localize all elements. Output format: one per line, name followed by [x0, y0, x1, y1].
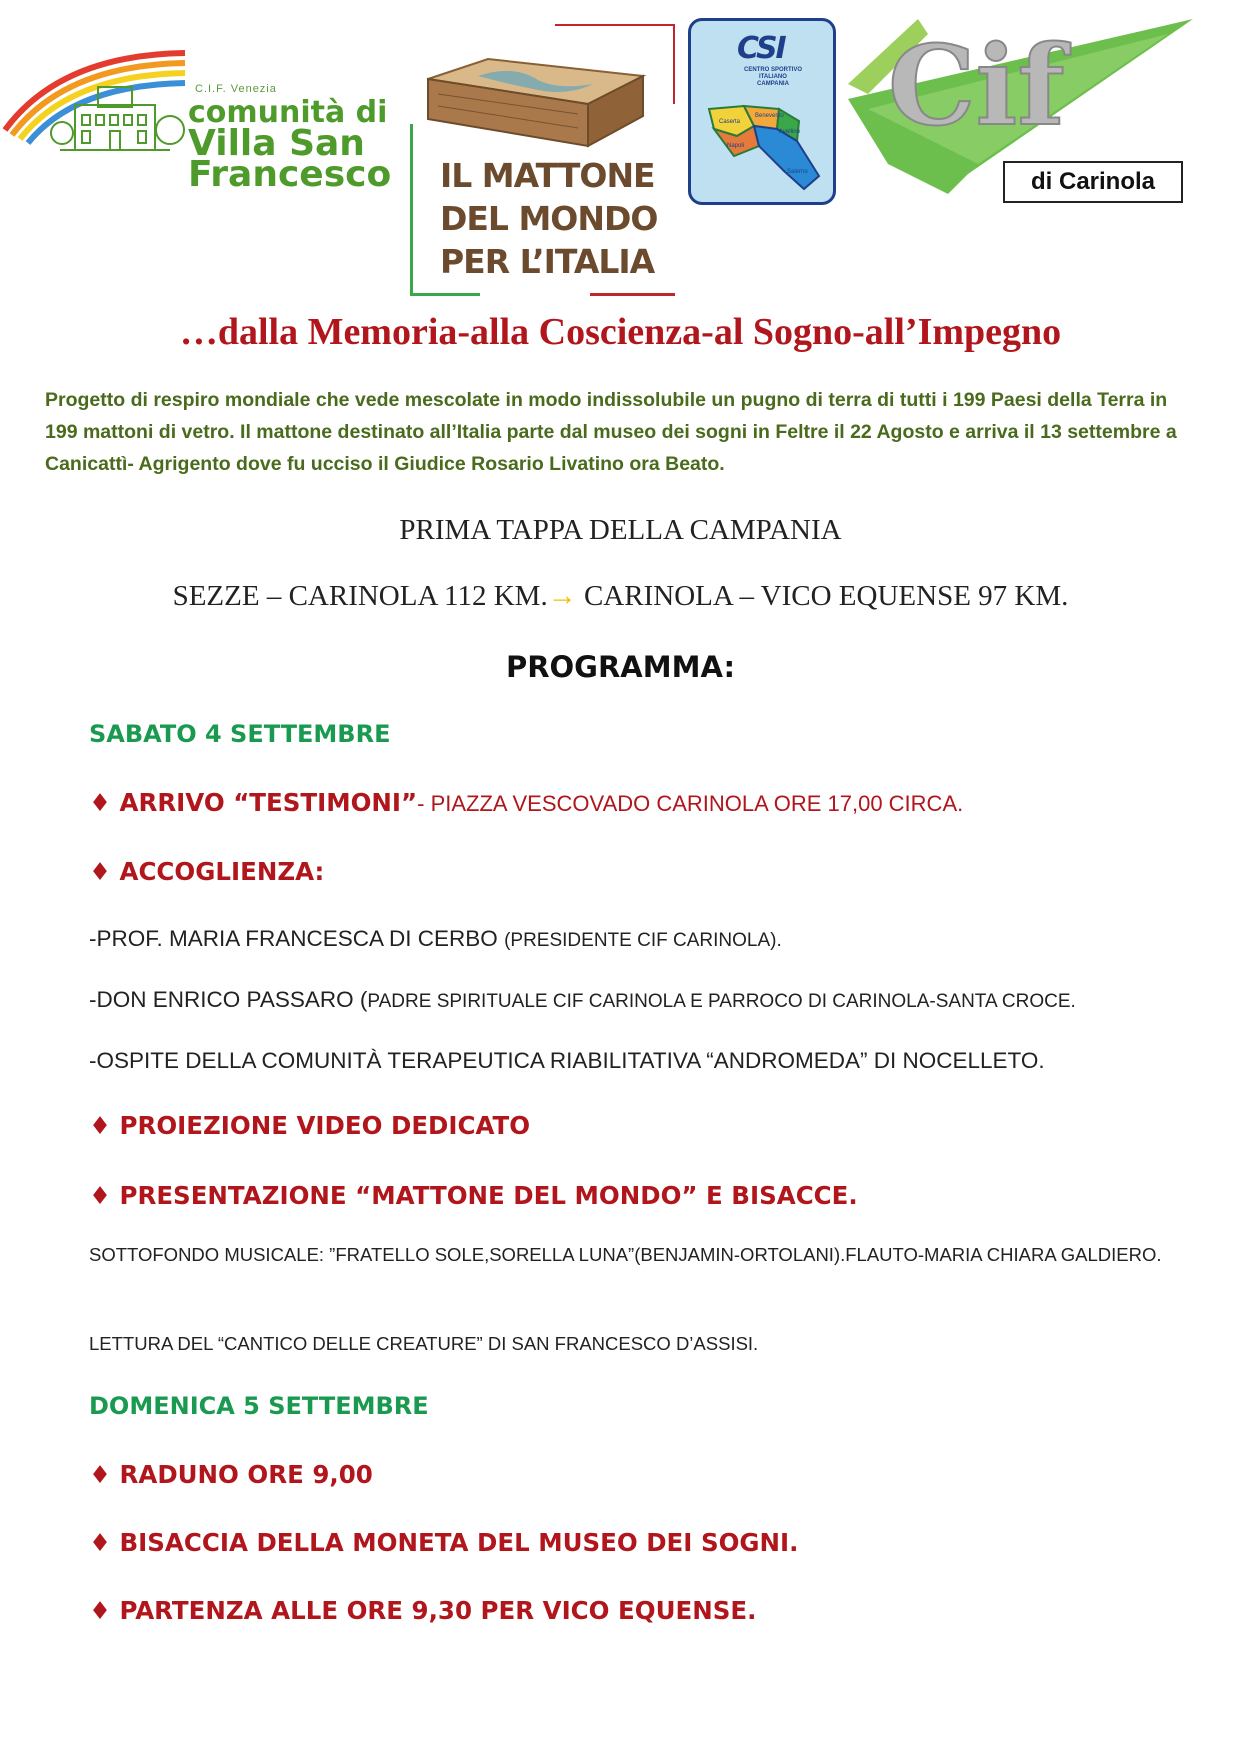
- welcome-person-3: -OSPITE DELLA COMUNITÀ TERAPEUTICA RIABILITATIVA “ANDROMEDA” DI NOCELLETO.: [89, 1048, 1045, 1073]
- csi-campania-logo: [688, 18, 836, 205]
- arrow-right-icon: →: [547, 580, 577, 612]
- logo-frame: [410, 293, 480, 296]
- day-1-heading: SABATO 4 SETTEMBRE: [89, 720, 391, 748]
- stage-title: PRIMA TAPPA DELLA CAMPANIA: [399, 514, 842, 546]
- logo-header: [0, 0, 1241, 310]
- music-note: SOTTOFONDO MUSICALE: ”FRATELLO SOLE,SORELLA LUNA”(BENJAMIN-ORTOLANI).FLAUTO-MARIA CHIARA GALDIERO.: [89, 1244, 1162, 1265]
- csi-subtitle: CENTRO SPORTIVO ITALIANO CAMPANIA: [743, 67, 802, 87]
- program-item-bisaccia: ♦ BISACCIA DELLA MONETA DEL MUSEO DEI SOGNI.: [89, 1528, 799, 1557]
- program-item-video: ♦ PROIEZIONE VIDEO DEDICATO: [89, 1111, 531, 1140]
- mattone-line-2: DEL MONDO: [440, 199, 658, 238]
- rainbow-villa-icon: [0, 35, 190, 175]
- mattone-line-1: IL MATTONE: [440, 156, 655, 195]
- mattone-line-3: PER L’ITALIA: [440, 242, 655, 281]
- item-detail: - PIAZZA VESCOVADO CARINOLA ORE 17,00 CIRCA.: [417, 791, 964, 816]
- intro-paragraph: Progetto di respiro mondiale che vede mescolate in modo indissolubile un pugno di terra di tutti i 199 Paesi della Terra in 199 mattoni di vetro. Il mattone destinato all’Italia parte dal museo dei sogni in Feltre il 22 Agosto e arriva il 13 settembre a Canicattì- Agrigento dove fu ucciso il Giudice Rosario Livatino ora Beato.: [45, 389, 1177, 475]
- csi-mark: CSI: [737, 31, 785, 66]
- stage-route: [0, 580, 1241, 613]
- cif-carinola-logo: [848, 14, 1193, 214]
- logo-frame: [673, 24, 675, 104]
- map-city-label: Benevento: [755, 113, 784, 119]
- program-item-arrivo: [89, 788, 963, 817]
- cif-mark-text: Cif: [888, 21, 1065, 150]
- map-city-label: Napoli: [727, 143, 745, 149]
- program-title: PROGRAMMA:: [505, 650, 736, 684]
- map-city-label: Salerno: [787, 169, 808, 175]
- logo-frame: [590, 293, 675, 296]
- day-2-heading: DOMENICA 5 SETTEMBRE: [89, 1392, 429, 1420]
- person-name: -DON ENRICO PASSARO (: [89, 987, 368, 1012]
- villa-small-caption: C.I.F. Venezia: [195, 83, 277, 95]
- item-label: ♦ ARRIVO “TESTIMONI”: [89, 788, 418, 817]
- program-item-presentazione: ♦ PRESENTAZIONE “MATTONE DEL MONDO” E BISACCE.: [89, 1181, 858, 1210]
- campania-map-icon: [699, 101, 829, 196]
- welcome-person-2: [89, 987, 1076, 1013]
- logo-frame: [555, 24, 675, 26]
- villa-line-1: comunità di: [188, 95, 388, 130]
- reading-note: LETTURA DEL “CANTICO DELLE CREATURE” DI SAN FRANCESCO D’ASSISI.: [89, 1333, 759, 1354]
- route-segment-2: CARINOLA – VICO EQUENSE 97 KM.: [576, 580, 1069, 612]
- villa-line-3: Francesco: [188, 154, 392, 195]
- map-city-label: Avellino: [779, 129, 800, 135]
- route-segment-1: SEZZE – CARINOLA 112 KM.: [172, 580, 548, 612]
- page-headline: …dalla Memoria-alla Coscienza-al Sogno-all’Impegno: [179, 311, 1062, 353]
- cif-caption: di Carinola: [1003, 161, 1183, 203]
- program-item-accoglienza: ♦ ACCOGLIENZA:: [89, 857, 325, 886]
- villa-line-2: Villa San: [188, 123, 365, 164]
- mattone-del-mondo-logo: [410, 24, 675, 296]
- program-item-raduno: ♦ RADUNO ORE 9,00: [89, 1460, 373, 1489]
- glass-brick-icon: [418, 54, 648, 154]
- welcome-person-1: [89, 926, 782, 952]
- logo-frame: [410, 124, 413, 296]
- program-item-partenza: ♦ PARTENZA ALLE ORE 9,30 PER VICO EQUENSE.: [89, 1596, 757, 1625]
- map-city-label: Caserta: [719, 119, 741, 125]
- person-name: -PROF. MARIA FRANCESCA DI CERBO: [89, 926, 505, 951]
- person-role: PADRE SPIRITUALE CIF CARINOLA E PARROCO DI CARINOLA-SANTA CROCE.: [367, 991, 1076, 1012]
- mattone-title: [440, 154, 657, 283]
- person-role: (PRESIDENTE CIF CARINOLA).: [504, 930, 782, 951]
- villa-san-francesco-logo: [0, 35, 392, 195]
